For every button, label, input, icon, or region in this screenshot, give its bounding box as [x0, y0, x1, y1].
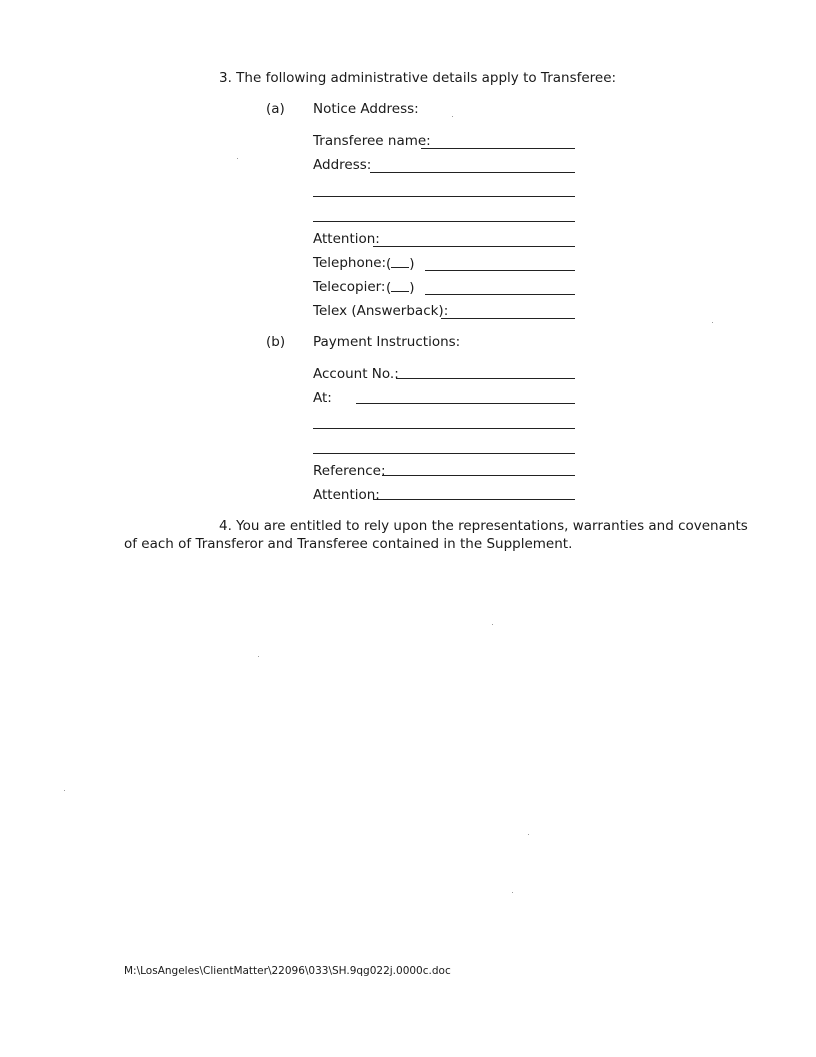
- section-3-intro: 3. The following administrative details apply to Transferee:: [219, 70, 617, 86]
- account-number-field[interactable]: [396, 378, 575, 379]
- account-number-label: Account No.:: [313, 366, 399, 382]
- transferee-name-label: Transferee name:: [313, 133, 431, 149]
- at-label: At:: [313, 390, 332, 406]
- transferee-name-field[interactable]: [421, 148, 575, 149]
- at-field-line-2[interactable]: [313, 428, 575, 429]
- address-field-line-3[interactable]: [313, 221, 575, 222]
- at-field-line-1[interactable]: [356, 403, 575, 404]
- footer-file-path: M:\LosAngeles\ClientMatter\22096\033\SH.9qg022j.0000c.doc: [124, 965, 451, 977]
- telephone-field[interactable]: [425, 270, 575, 271]
- scan-speck: [712, 322, 713, 323]
- telephone-area-code[interactable]: ( ): [386, 256, 415, 272]
- reference-field[interactable]: [382, 475, 575, 476]
- scan-speck: [237, 158, 238, 159]
- telecopier-area-code[interactable]: ( ): [386, 280, 415, 296]
- scan-speck: [452, 116, 453, 117]
- attention-field-a[interactable]: [373, 246, 575, 247]
- scan-speck: [258, 656, 259, 657]
- scan-speck: [64, 790, 65, 791]
- telephone-label: Telephone:: [313, 255, 387, 271]
- scan-speck: [512, 892, 513, 893]
- notice-address-heading: Notice Address:: [313, 101, 419, 117]
- item-a-marker: (a): [266, 101, 285, 117]
- scan-speck: [528, 834, 529, 835]
- at-field-line-3[interactable]: [313, 453, 575, 454]
- telecopier-field[interactable]: [425, 294, 575, 295]
- item-b-marker: (b): [266, 334, 286, 350]
- attention-label-b: Attention:: [313, 487, 380, 503]
- telecopier-label: Telecopier:: [313, 279, 386, 295]
- scan-speck: [492, 624, 493, 625]
- reference-label: Reference:: [313, 463, 386, 479]
- section-4-line-2: of each of Transferor and Transferee contained in the Supplement.: [124, 536, 573, 552]
- attention-field-b[interactable]: [373, 499, 575, 500]
- telex-field[interactable]: [441, 318, 575, 319]
- attention-label-a: Attention:: [313, 231, 380, 247]
- address-label: Address:: [313, 157, 372, 173]
- payment-instructions-heading: Payment Instructions:: [313, 334, 461, 350]
- address-field-line-1[interactable]: [370, 172, 575, 173]
- address-field-line-2[interactable]: [313, 196, 575, 197]
- section-4-line-1: 4. You are entitled to rely upon the representations, warranties and covenants: [219, 518, 748, 534]
- telex-label: Telex (Answerback):: [313, 303, 449, 319]
